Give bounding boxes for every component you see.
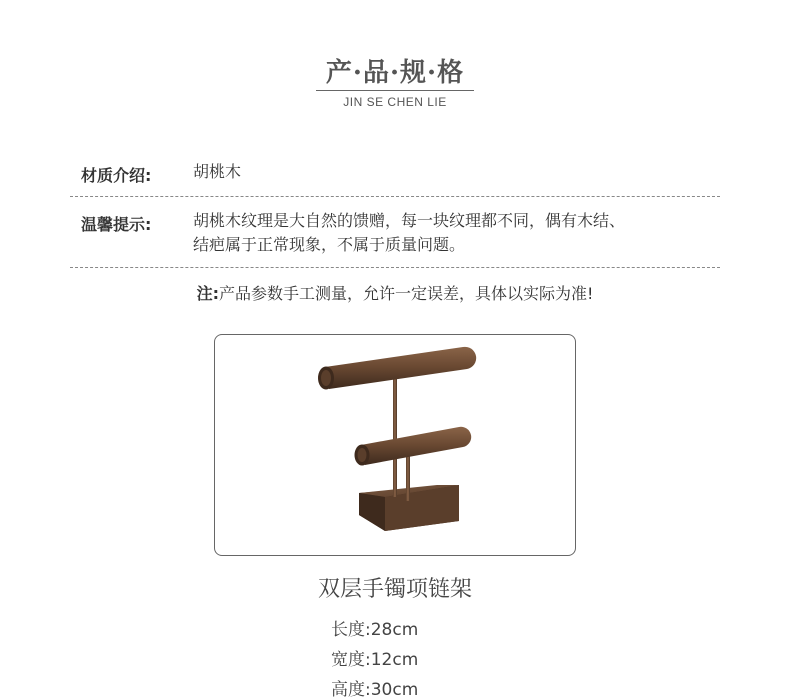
lower-bar (361, 427, 471, 465)
spec-width-label: 宽度: (331, 650, 371, 670)
spec-length-label: 长度: (331, 620, 371, 640)
top-bar-end-ring (321, 370, 331, 386)
divider-2 (70, 267, 720, 268)
tips-line-2: 结疤属于正常现象，不属于质量问题。 (193, 235, 466, 254)
spec-width-value: 12cm (370, 650, 419, 670)
note-prefix: 注: (196, 284, 219, 303)
tips-line-1: 胡桃木纹理是大自然的馈赠，每一块纹理都不同，偶有木结、 (193, 211, 626, 230)
divider-1 (70, 196, 720, 197)
spec-length (331, 615, 418, 640)
spec-width (331, 645, 418, 670)
section-title: 产·品·规·格 (325, 58, 465, 88)
lower-bar-end-ring (358, 448, 367, 462)
spec-height-label: 高度: (331, 680, 371, 700)
spec-height (331, 675, 418, 700)
note-text: 产品参数手工测量，允许一定误差，具体以实际为准! (218, 284, 594, 303)
section-subtitle: JIN SE CHEN LIE (343, 95, 447, 109)
material-label: 材质介绍: (81, 166, 152, 185)
bracelet-stand-illustration (215, 335, 575, 555)
title-underline (316, 90, 474, 91)
top-bar (325, 347, 476, 389)
rod-back (393, 375, 397, 497)
note-line (0, 281, 790, 304)
product-name: 双层手镯项链架 (317, 577, 472, 602)
spec-height-value: 30cm (370, 680, 419, 700)
rod-front (406, 453, 410, 501)
product-photo (214, 334, 576, 556)
base-side (359, 493, 385, 531)
material-value: 胡桃木 (193, 162, 242, 181)
spec-length-value: 28cm (370, 620, 419, 640)
tips-text (193, 209, 625, 257)
tips-label: 温馨提示: (81, 215, 152, 234)
